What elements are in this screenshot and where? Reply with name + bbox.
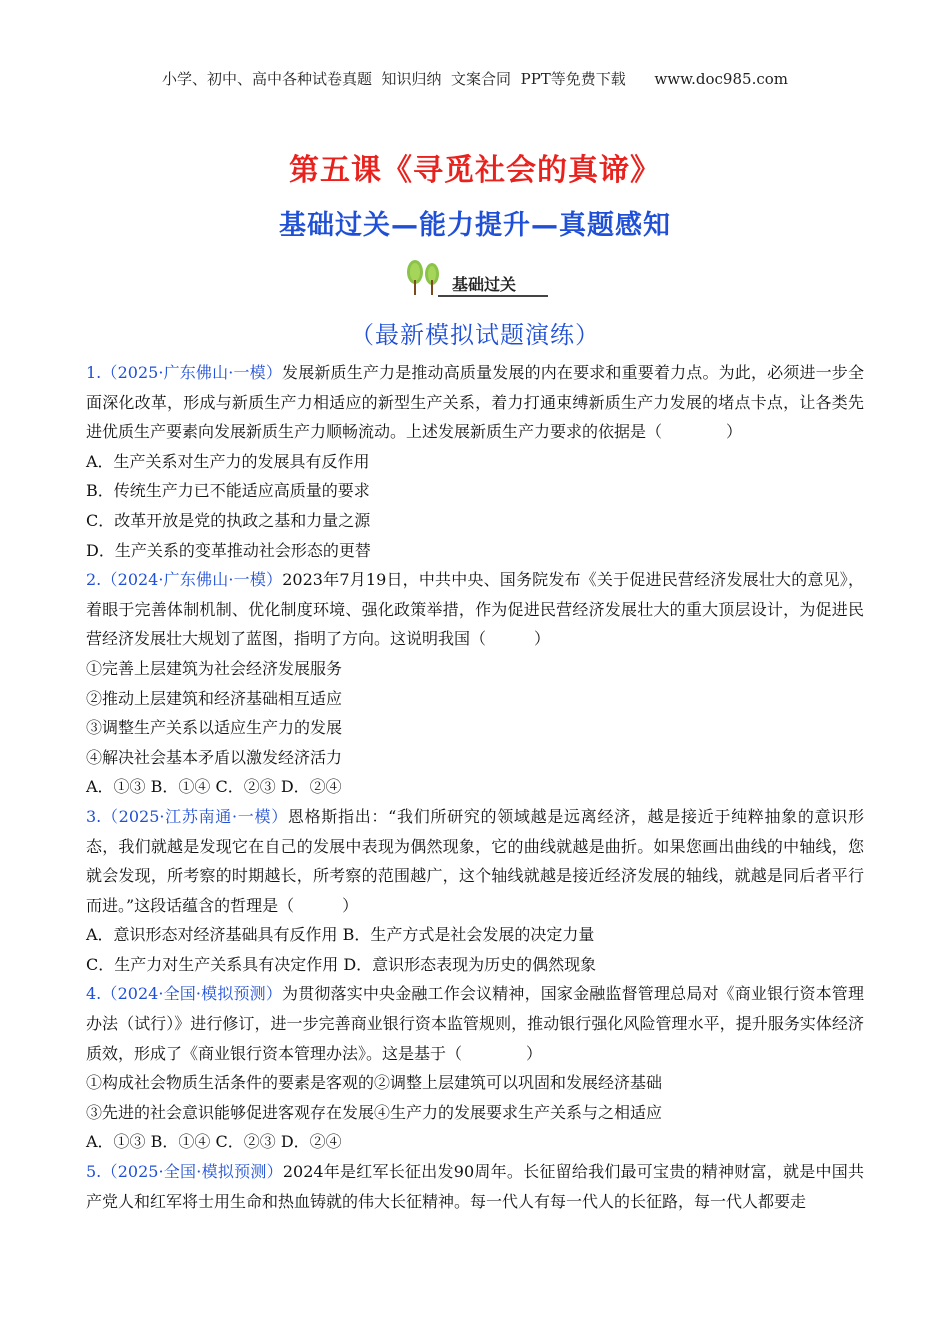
question-stem: 发展新质生产力是推动高质量发展的内在要求和重要着力点。为此，必须进一步全面深化改革，形成与新质生产力相适应的新型生产关系，着力打通束缚新质生产力发展的堵点卡点，让各类先进优质生产要素向发展新质生产力顺畅流动。上述发展新质生产力要求的依据是（ ） <box>86 363 864 442</box>
question-list <box>86 358 864 1216</box>
option-d: D．生产关系的变革推动社会形态的更替 <box>86 540 371 560</box>
statement-1: ①完善上层建筑为社会经济发展服务 <box>86 658 343 678</box>
statement-2: ②推动上层建筑和经济基础相互适应 <box>86 688 343 708</box>
statement-3: ③调整生产关系以适应生产力的发展 <box>86 718 343 738</box>
option-a-b: A．意识形态对经济基础具有反作用 B．生产方式是社会发展的决定力量 <box>86 925 595 945</box>
question-2 <box>86 565 864 654</box>
question-source: （2024·全国·模拟预测） <box>101 984 283 1004</box>
question-3 <box>86 802 864 920</box>
statement-1-2: ①构成社会物质生活条件的要素是客观的②调整上层建筑可以巩固和发展经济基础 <box>86 1073 663 1093</box>
badge-underline <box>438 295 548 297</box>
statement-3-4: ③先进的社会意识能够促进客观存在发展④生产力的发展要求生产关系与之相适应 <box>86 1102 663 1122</box>
lesson-title: 第五课《寻觅社会的真谛》 <box>289 153 661 188</box>
answer-choices: A．①③ B．①④ C．②③ D．②④ <box>86 1132 342 1152</box>
question-number: 5. <box>86 1162 102 1182</box>
question-stem: 恩格斯指出：“我们所研究的领域越是远离经济，越是接近于纯粹抽象的意识形态，我们就越是发现它在自己的发展中表现为偶然现象，它的曲线就越是曲折。如果您画出曲线的中轴线，您就会发现，所考察的时期越长，所考察的范围越广，这个轴线就越是接近经济发展的轴线，就越是同后者平行而进。”这段话蕴含的哲理是（ ） <box>86 806 864 915</box>
answer-choices: A．①③ B．①④ C．②③ D．②④ <box>86 777 342 797</box>
question-source: （2025·广东佛山·一模） <box>101 363 283 382</box>
question-number: 3. <box>86 806 102 826</box>
question-number: 2. <box>86 570 102 590</box>
section-badge <box>402 258 550 300</box>
tree-icon <box>402 258 446 298</box>
option-a: A．生产关系对生产力的发展具有反作用 <box>86 451 370 471</box>
option-b: B．传统生产力已不能适应高质量的要求 <box>86 481 370 501</box>
question-1 <box>86 358 864 447</box>
question-source: （2025·全国·模拟预测） <box>101 1162 283 1182</box>
question-stem: 2023年7月19日，中共中央、国务院发布《关于促进民营经济发展壮大的意见》，着眼于完善体制机制、优化制度环境、强化政策举措，作为促进民营经济发展壮大的重大顶层设计，为促进民营经济发展壮大规划了蓝图，指明了方向。这说明我国（ ） <box>86 570 864 649</box>
question-4 <box>86 979 864 1068</box>
statement-4: ④解决社会基本矛盾以激发经济活力 <box>86 747 343 767</box>
badge-label: 基础过关 <box>452 275 517 294</box>
option-c-d: C．生产力对生产关系具有决定作用 D．意识形态表现为历史的偶然现象 <box>86 954 597 974</box>
question-stem: 为贯彻落实中央金融工作会议精神，国家金融监督管理总局对《商业银行资本管理办法（试行）》进行修订，进一步完善商业银行资本监管规则，推动银行强化风险管理水平，提升服务实体经济质效，形成了《商业银行资本管理办法》。这是基于（ ） <box>86 984 864 1063</box>
question-stem: 2024年是红军长征出发90周年。长征留给我们最可宝贵的精神财富，就是中国共产党人和红军将士用生命和热血铸就的伟大长征精神。每一代人有每一代人的长征路，每一代人都要走 <box>86 1162 864 1211</box>
question-number: 1. <box>86 363 102 382</box>
question-5 <box>86 1157 864 1216</box>
lesson-subtitle: 基础过关—能力提升—真题感知 <box>279 210 671 241</box>
question-source: （2024·广东佛山·一模） <box>101 570 283 590</box>
question-source: （2025·江苏南通·一模） <box>101 806 288 826</box>
option-c: C．改革开放是党的执政之基和力量之源 <box>86 510 371 530</box>
question-number: 4. <box>86 984 102 1004</box>
page-header: 小学、初中、高中各种试卷真题 知识归纳 文案合同 PPT等免费下载 www.doc985.com <box>161 70 788 88</box>
section-heading: （最新模拟试题演练） <box>350 321 600 349</box>
